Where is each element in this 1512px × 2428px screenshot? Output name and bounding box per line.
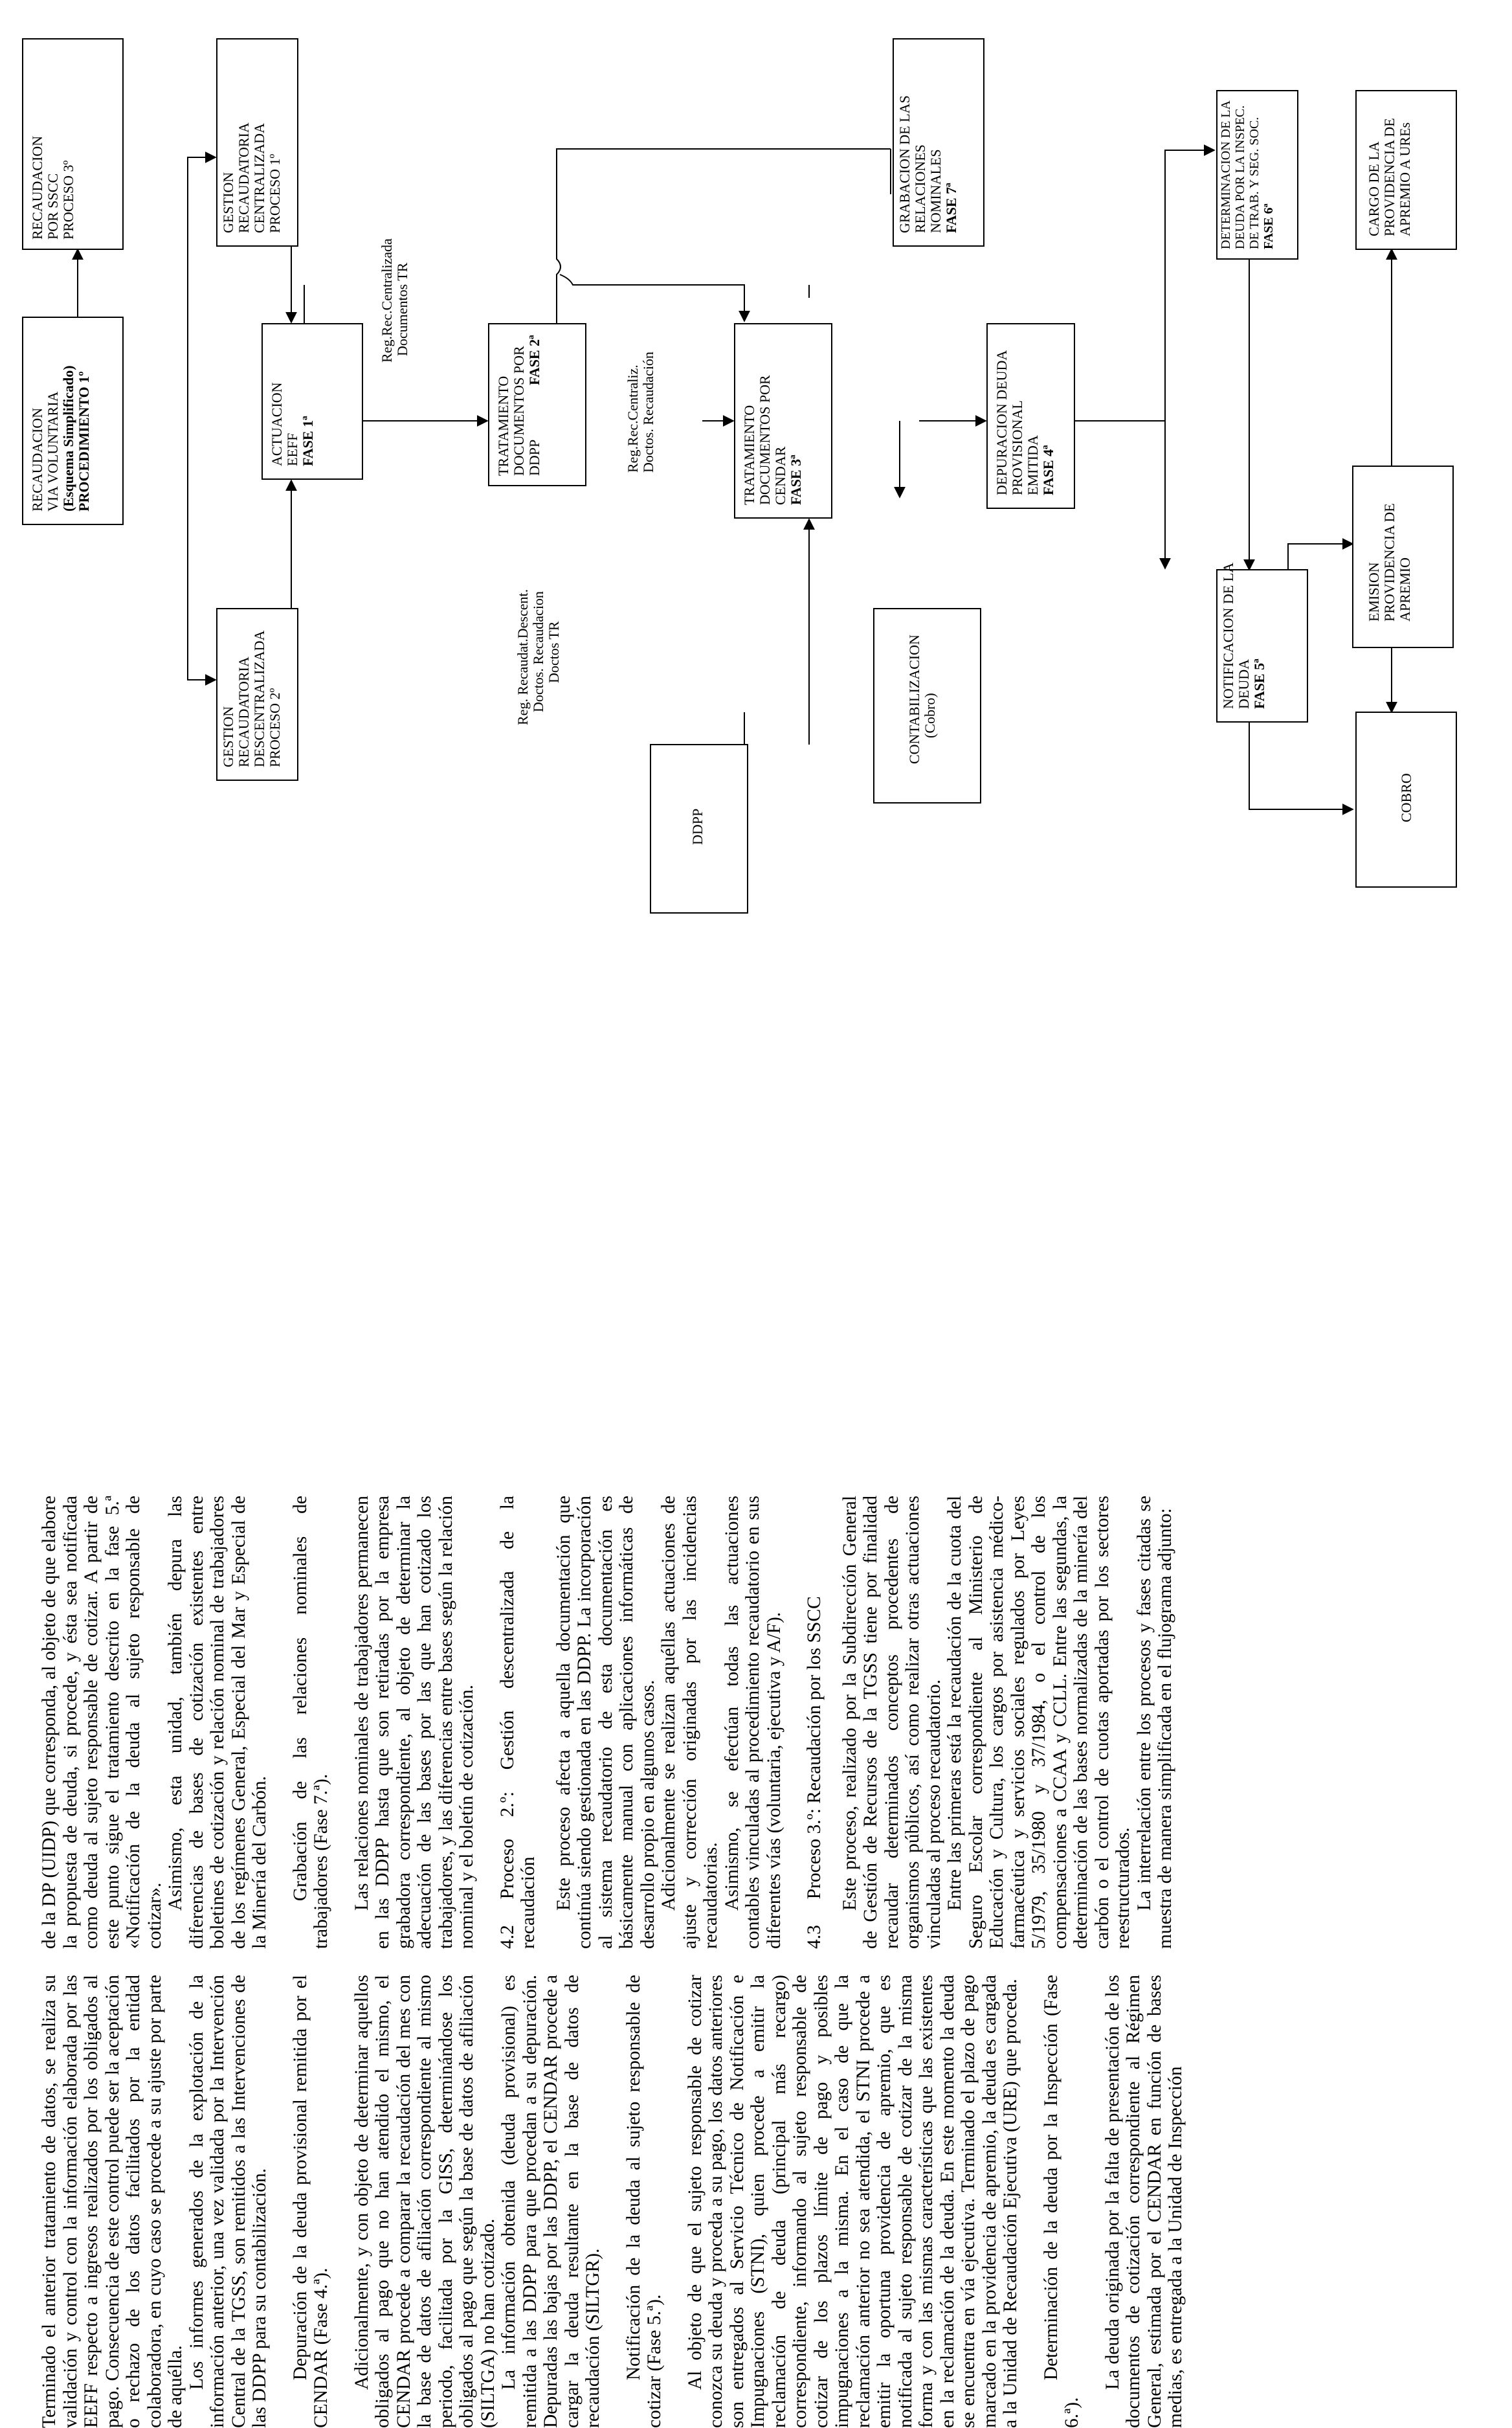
svg-text:(Esquema Simplificado): (Esquema Simplificado) — [60, 365, 76, 511]
paragraph: Adicionalmente se realizan aquéllas actuaciones de ajuste y corrección originadas por las incidencias recaudatorias. — [658, 1496, 721, 1949]
paragraph: La información obtenida (deuda provisional) es remitida a las DDPP para que procedan a su depuración. Depuradas las bajas por las DDPP, el CENDAR procede a cargar la deuda resultante en la base de datos de recaudación (SILTGR). — [498, 1975, 603, 2428]
box-gestion-centralizada — [217, 39, 298, 246]
section-heading: Determinación de la deuda por la Inspección (Fase 6.ª). — [1040, 1975, 1082, 2428]
box-tratamiento-cendar — [735, 324, 832, 518]
svg-text:Documentos TR: Documentos TR — [394, 262, 410, 356]
svg-text:VIA VOLUNTARIA: VIA VOLUNTARIA — [45, 391, 61, 511]
svg-text:RECAUDACION: RECAUDACION — [29, 135, 45, 240]
svg-text:FASE 2ª: FASE 2ª — [526, 335, 542, 385]
svg-text:DEPURACION DEUDA: DEPURACION DEUDA — [994, 350, 1010, 495]
box-ddpp — [650, 745, 748, 913]
section-title: Proceso 3.º: Recaudación por los SSCC — [804, 1596, 825, 1900]
paragraph: La deuda originada por la falta de presentación de los documentos de cotización correspondiente al Régimen General, estimada por el CENDAR en función de bases medias, es entregada a la Unidad de Inspección — [1102, 1975, 1186, 2428]
section-heading: Grabación de las relaciones nominales de trabajadores (Fase 7.ª). — [289, 1496, 331, 1949]
svg-text:ACTUACION: ACTUACION — [269, 382, 285, 466]
svg-text:CARGO DE LA: CARGO DE LA — [1366, 141, 1382, 236]
section-title: Proceso 2.º: Gestión descentralizada de la recaudación — [496, 1496, 539, 1949]
svg-text:FASE 1ª: FASE 1ª — [300, 416, 316, 466]
box-tratamiento-ddpp — [489, 324, 586, 486]
svg-text:PROCEDIMIENTO 1º: PROCEDIMIENTO 1º — [76, 371, 92, 511]
svg-text:Doctos. Recaudación: Doctos. Recaudación — [640, 352, 656, 473]
svg-text:EMISION: EMISION — [1366, 562, 1382, 622]
box-emision-providencia — [1353, 466, 1453, 647]
svg-text:FASE 5ª: FASE 5ª — [1251, 658, 1267, 709]
svg-text:DOCUMENTOS POR: DOCUMENTOS POR — [757, 375, 773, 505]
svg-text:PROCESO 2º: PROCESO 2º — [267, 688, 283, 767]
svg-text:CONTABILIZACION: CONTABILIZACION — [906, 635, 922, 764]
paragraph: Terminado el anterior tratamiento de datos, se realiza su validación y control con la información elaborada por las EEFF respecto a ingresos realizados por los obligados al pago. Consecuencia de este control puede ser la aceptación o rechazo de los datos facilitados por la entidad colaboradora, en cuyo caso se procede a su ajuste por parte de aquélla. — [39, 1975, 186, 2428]
svg-text:COBRO: COBRO — [1398, 773, 1414, 822]
section-heading-4-3 — [804, 1496, 825, 1949]
box-cobro — [1356, 712, 1456, 887]
paragraph: Asimismo, se efectúan todas las actuaciones contables vinculadas al procedimiento recaudatorio en sus diferentes vías (voluntaria, ejecutiva y A/F). — [721, 1496, 784, 1949]
box-grabacion-relaciones — [893, 39, 984, 246]
svg-text:Reg.Rec.Centraliz.: Reg.Rec.Centraliz. — [625, 365, 641, 473]
section-number: 4.3 — [804, 1925, 825, 1949]
box-cargo-providencia — [1356, 91, 1456, 249]
label-reg-recaudat-descent — [515, 589, 562, 725]
box-determinacion-deuda — [1217, 91, 1298, 259]
box-depuracion-deuda — [987, 324, 1074, 508]
svg-text:DEUDA POR LA INSPEC.: DEUDA POR LA INSPEC. — [1233, 105, 1247, 249]
svg-text:RECAUDATORIA: RECAUDATORIA — [236, 657, 252, 767]
svg-text:FASE 6ª: FASE 6ª — [1262, 203, 1276, 249]
svg-text:PROVIDENCIA DE: PROVIDENCIA DE — [1381, 118, 1397, 236]
svg-text:NOMINALES: NOMINALES — [928, 149, 944, 233]
text-column-left — [39, 1975, 1489, 2428]
box-gestion-descentralizada — [217, 609, 298, 780]
svg-text:DETERMINACION DE LA: DETERMINACION DE LA — [1219, 100, 1233, 249]
flowchart — [0, 0, 1512, 978]
paragraph: Este proceso afecta a aquella documentación que continúa siendo gestionada en las DDPP. La incorporación al sistema recaudatorio de esta documentación es básicamente manual con aplicaciones informáticas de desarrollo propio en algunos casos. — [553, 1496, 658, 1949]
svg-text:POR SSCC: POR SSCC — [45, 173, 61, 240]
svg-text:GESTION: GESTION — [220, 706, 236, 767]
paragraph: Este proceso, realizado por la Subdirección General de Gestión de Recursos de la TGSS tiene por finalidad recaudar determinados conceptos procedentes de organismos públicos, así como realizar otras actuaciones vinculadas al proceso recaudatorio. — [839, 1496, 944, 1949]
section-number: 4.2 — [496, 1925, 518, 1949]
svg-text:PROVIDENCIA DE: PROVIDENCIA DE — [1381, 503, 1397, 622]
paragraph: Asimismo, esta unidad, también depura las diferencias de bases de cotización existentes entre boletines de cotización y relación nominal de trabajadores de los regímenes General, Especial del Mar y Especial de la Minería del Carbón. — [165, 1496, 270, 1949]
svg-text:FASE 4ª: FASE 4ª — [1040, 445, 1056, 495]
svg-text:FASE 7ª: FASE 7ª — [943, 183, 959, 233]
box-contabilizacion — [874, 609, 981, 803]
svg-text:EMITIDA: EMITIDA — [1025, 435, 1041, 495]
box-notificacion-deuda — [1217, 563, 1307, 722]
svg-text:CENTRALIZADA: CENTRALIZADA — [251, 123, 267, 233]
label-reg-rec-centralizada-tr — [379, 238, 410, 363]
svg-text:TRATAMIENTO: TRATAMIENTO — [741, 405, 757, 505]
svg-text:Doctos. Recaudacion: Doctos. Recaudacion — [530, 591, 546, 712]
paragraph: Los informes generados de la explotación de la información anterior, una vez validada por la Intervención Central de la TGSS, son remitidos a las Intervenciones de las DDPP para su contabilización. — [186, 1975, 270, 2428]
svg-text:RECAUDACION: RECAUDACION — [29, 407, 45, 511]
svg-text:GRABACION DE LAS: GRABACION DE LAS — [896, 95, 913, 233]
svg-text:PROCESO 1º: PROCESO 1º — [267, 153, 283, 233]
paragraph: La interrelación entre los procesos y fases citadas se muestra de manera simplificada en el flujograma adjunto: — [1133, 1496, 1175, 1949]
svg-text:DEUDA: DEUDA — [1236, 659, 1252, 709]
svg-text:PROVISIONAL: PROVISIONAL — [1009, 400, 1025, 495]
svg-text:APREMIO: APREMIO — [1397, 557, 1413, 622]
svg-text:EEFF: EEFF — [284, 433, 300, 466]
paragraph: Entre las primeras está la recaudación de la cuota del Seguro Escolar correspondiente al Ministerio de Educación y Cultura, los cargos por asistencia médico-farmacéutica y servicios sociales regulados por Leyes 5/1979, 35/1980 y 37/1984, o el control de los compensaciones a CCAA y CCLL. Entre las segundas, la determinación de las bases normalizadas de la minería del carbón o el control de cuotas aportadas por los sectores reestructurados. — [944, 1496, 1133, 1949]
svg-text:CENDAR: CENDAR — [772, 446, 788, 505]
svg-text:RECAUDATORIA: RECAUDATORIA — [236, 122, 252, 233]
svg-text:Doctos TR: Doctos TR — [546, 621, 562, 683]
text-area — [39, 1496, 1489, 2428]
svg-text:GESTION: GESTION — [220, 172, 236, 233]
box-recaudacion-voluntaria — [23, 317, 123, 524]
svg-text:Reg. Recaudat.Descent.: Reg. Recaudat.Descent. — [515, 589, 531, 725]
paragraph: de la DP (UIDP) que corresponda, al objeto de que elabore la propuesta de deuda, si procede, y ésta sea notificada como deuda al sujeto responsable de cotizar. A partir de este punto sigue el tratamiento descrito en la fase 5.ª «Notificación de la deuda al sujeto responsable de cotizar». — [39, 1496, 165, 1949]
svg-text:APREMIO A UREs: APREMIO A UREs — [1397, 122, 1413, 236]
svg-text:PROCESO 3º: PROCESO 3º — [60, 160, 76, 240]
box-recaudacion-ssc — [23, 39, 123, 249]
text-column-right — [39, 1496, 1489, 1949]
section-heading: Depuración de la deuda provisional remitida por el CENDAR (Fase 4.ª). — [289, 1975, 331, 2428]
paragraph: Al objeto de que el sujeto responsable de cotizar conozca su deuda y proceda a su pago, los datos anteriores son entregados al Servicio Técnico de Notificación e Impugnaciones (STNI), quien procede a emitir la reclamación de deuda (principal más recargo) correspondiente, informando al sujeto responsable de cotizar de los plazos límite de pago y posibles impugnaciones a la misma. En el caso de que la reclamación anterior no sea atendida, el STNI procede a emitir la oportuna providencia de apremio, que es notificada al sujeto responsable de cotizar de la misma forma y con las mismas características que las existentes en la reclamación de la deuda. En este momento la deuda se encuentra en vía ejecutiva. Terminado el plazo de pago marcado en la providencia de apremio, la deuda es cargada a la Unidad de Recaudación Ejecutiva (URE) que proceda. — [684, 1975, 1021, 2428]
svg-text:(Cobro): (Cobro) — [922, 693, 938, 738]
svg-text:DOCUMENTOS POR: DOCUMENTOS POR — [511, 346, 527, 476]
svg-text:TRATAMIENTO: TRATAMIENTO — [495, 376, 511, 476]
section-heading: Notificación de la deuda al sujeto responsable de cotizar (Fase 5.ª). — [623, 1975, 665, 2428]
svg-text:DDPP: DDPP — [526, 439, 542, 476]
svg-text:Reg.Rec.Centralizada: Reg.Rec.Centralizada — [379, 238, 395, 363]
svg-text:DESCENTRALIZADA: DESCENTRALIZADA — [251, 630, 267, 767]
svg-text:NOTIFICACION DE LA: NOTIFICACION DE LA — [1220, 562, 1236, 709]
section-heading-4-2 — [497, 1496, 539, 1949]
paragraph: Las relaciones nominales de trabajadores permanecen en las DDPP hasta que son retiradas por la empresa grabadora correspondiente, al objeto de determinar la adecuación de las bases por las que han cotizado los trabajadores, y las diferencias entre bases según la relación nominal y el boletín de cotización. — [351, 1496, 477, 1949]
label-reg-rec-centraliz-recaudacion — [625, 352, 656, 473]
paragraph: Adicionalmente, y con objeto de determinar aquellos obligados al pago que no han atendido el mismo, el CENDAR procede a comparar la recaudación del mes con la base de datos de afiliación correspondiente al mismo periodo, facilitada por la GISS, determinándose los obligados al pago que según la base de datos de afiliación (SILTGA) no han cotizado. — [351, 1975, 498, 2428]
svg-text:DDPP: DDPP — [689, 808, 706, 845]
svg-text:FASE 3ª: FASE 3ª — [788, 455, 804, 505]
svg-text:RELACIONES: RELACIONES — [912, 144, 928, 233]
box-actuacion-eeff — [262, 324, 362, 479]
svg-text:DE TRAB. Y SEG. SOC.: DE TRAB. Y SEG. SOC. — [1247, 117, 1262, 249]
